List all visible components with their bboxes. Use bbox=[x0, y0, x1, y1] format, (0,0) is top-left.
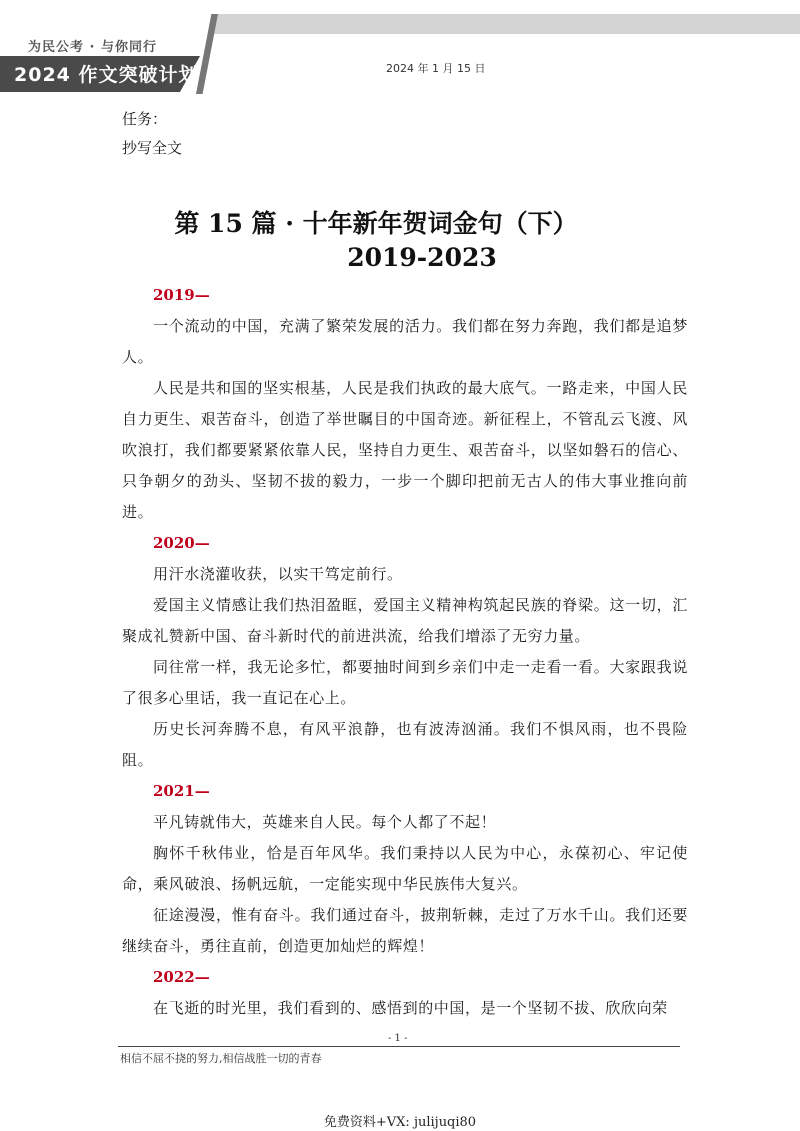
task-label: 任务： bbox=[122, 110, 168, 128]
document-subtitle: 2019-2023 bbox=[347, 243, 497, 272]
section-2022 bbox=[122, 962, 688, 1024]
section-year: 2022— bbox=[153, 968, 210, 986]
paragraph: 历史长河奔腾不息，有风平浪静，也有波涛汹涌。我们不惧风雨，也不畏险阻。 bbox=[122, 720, 688, 769]
header-slash-divider bbox=[196, 14, 218, 94]
footer-divider bbox=[118, 1046, 680, 1047]
document-title: 第 15 篇 · 十年新年贺词金句（下） bbox=[174, 209, 578, 238]
paragraph: 人民是共和国的坚实根基，人民是我们执政的最大底气。一路走来，中国人民自力更生、艰苦奋斗，创造了举世瞩目的中国奇迹。新征程上，不管乱云飞渡、风吹浪打，我们都要紧紧依靠人民，坚持自力更生、艰苦奋斗，以坚如磐石的信心、只争朝夕的劲头、坚韧不拔的毅力，一步一个脚印把前无古人的伟大事业推向前进。 bbox=[122, 379, 688, 521]
paragraph: 胸怀千秋伟业，恰是百年风华。我们秉持以人民为中心，永葆初心、牢记使命，乘风破浪、扬帆远航，一定能实现中华民族伟大复兴。 bbox=[122, 844, 688, 893]
footer-motto: 相信不屈不挠的努力,相信战胜一切的青春 bbox=[120, 1052, 322, 1065]
paragraph: 在飞逝的时光里，我们看到的、感悟到的中国，是一个坚韧不拔、欣欣向荣 bbox=[153, 999, 668, 1017]
section-year: 2019— bbox=[153, 286, 210, 304]
section-year: 2021— bbox=[153, 782, 210, 800]
header-slogan: 为民公考 · 与你同行 bbox=[28, 40, 157, 55]
section-2020 bbox=[122, 528, 688, 776]
header-date: 2024 年 1 月 15 日 bbox=[386, 62, 486, 75]
paragraph: 征途漫漫，惟有奋斗。我们通过奋斗，披荆斩棘，走过了万水千山。我们还要继续奋斗，勇往直前，创造更加灿烂的辉煌！ bbox=[122, 906, 688, 955]
paragraph: 同往常一样，我无论多忙，都要抽时间到乡亲们中走一走看一看。大家跟我说了很多心里话，我一直记在心上。 bbox=[122, 658, 688, 707]
section-2021 bbox=[122, 776, 688, 962]
section-2019 bbox=[122, 280, 688, 528]
header-plan-title: 2024 作文突破计划 bbox=[14, 64, 199, 86]
paragraph: 一个流动的中国，充满了繁荣发展的活力。我们都在努力奔跑，我们都是追梦人。 bbox=[122, 317, 688, 366]
task-value: 抄写全文 bbox=[122, 139, 183, 157]
section-year: 2020— bbox=[153, 534, 210, 552]
header-gray-bar bbox=[214, 14, 800, 34]
document-body bbox=[122, 280, 688, 1024]
paragraph: 用汗水浇灌收获，以实干笃定前行。 bbox=[153, 565, 403, 583]
paragraph: 平凡铸就伟大，英雄来自人民。每个人都了不起！ bbox=[153, 813, 497, 831]
paragraph: 爱国主义情感让我们热泪盈眶，爱国主义精神构筑起民族的脊梁。这一切，汇聚成礼赞新中国、奋斗新时代的前进洪流，给我们增添了无穷力量。 bbox=[122, 596, 688, 645]
page-number: - 1 - bbox=[388, 1033, 408, 1044]
footer-promo: 免费资料+VX: julijuqi80 bbox=[323, 1115, 477, 1130]
